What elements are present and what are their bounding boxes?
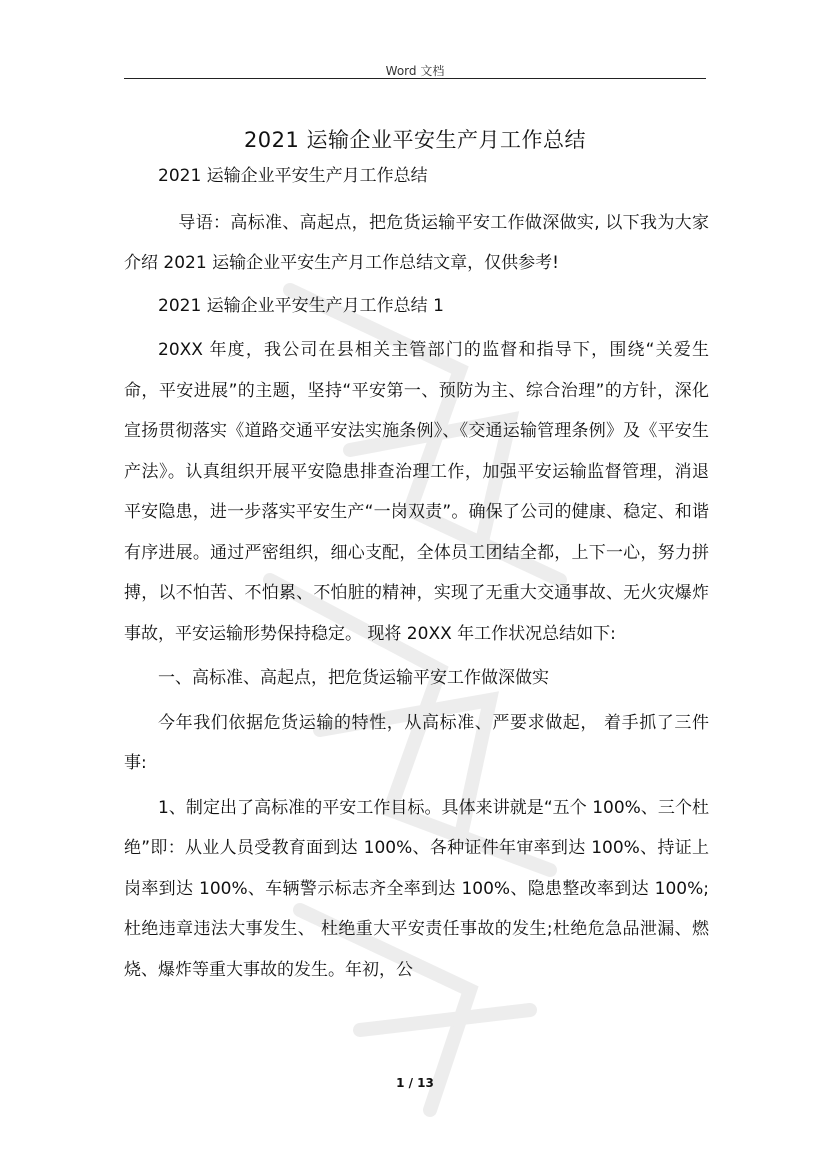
intro-paragraph: 导语：高标准、高起点，把危货运输平安工作做深做实, 以下我为大家介绍 2021 运输企业平安生产月工作总结文章，仅供参考!: [124, 212, 709, 273]
subsection-heading: 一、高标准、高起点，把危货运输平安工作做深做实: [158, 668, 549, 688]
document-body: [124, 156, 709, 990]
page-number: 1 / 13: [396, 1076, 434, 1090]
header-rule: [124, 78, 706, 79]
header-label: Word 文档: [385, 64, 445, 78]
document-title: 2021 运输企业平安生产月工作总结: [243, 128, 587, 152]
body-paragraph: 20XX 年度，我公司在县相关主管部门的监督和指导下，围绕“关爱生命，平安进展”的主题，坚持“平安第一、预防为主、综合治理”的方针，深化宣扬贯彻落实《道路交通平安法实施条例》、《交通运输管理条例》及《平安生产法》。认真组织开展平安隐患排查治理工作，加强平安运输监督管理，消退平安隐患，进一步落实平安生产“一岗双责”。确保了公司的健康、稳定、和谐有序进展。通过严密组织，细心支配，全体员工团结全都，上下一心，努力拼搏，以不怕苦、不怕累、不怕脏的精神，实现了无重大交通事故、无火灾爆炸事故，平安运输形势保持稳定。 现将 20XX 年工作状况总结如下:: [124, 340, 709, 644]
body-paragraph: 1、制定出了高标准的平安工作目标。具体来讲就是“五个 100%、三个杜绝”即：从业人员受教育面到达 100%、各种证件年审率到达 100%、持证上岗率到达 100%、车辆警示标志齐全率到达 100%、隐患整改率到达 100%;杜绝违章违法大事发生、 杜绝重大平安责任事故的发生;杜绝危急品泄漏、燃烧、爆炸等重大事故的发生。年初，公: [124, 797, 709, 980]
subtitle-paragraph: 2021 运输企业平安生产月工作总结: [158, 166, 428, 186]
section-heading: 2021 运输企业平安生产月工作总结 1: [158, 295, 444, 316]
body-paragraph: 今年我们依据危货运输的特性，从高标准、严要求做起， 着手抓了三件事:: [124, 712, 709, 773]
